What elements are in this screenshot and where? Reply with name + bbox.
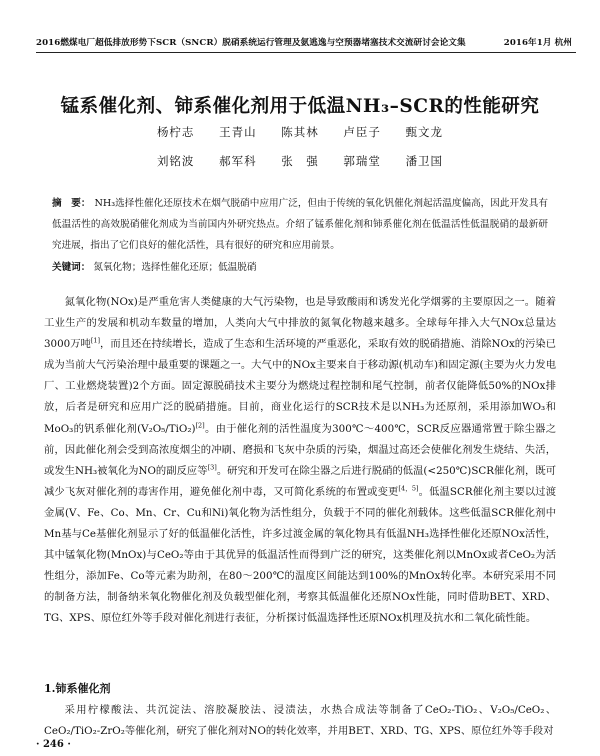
paragraph-text: 。由于催化剂的活性温度为300℃～400℃，SCR反应器通常置于除尘器之前，因此催化剂会受到高浓度烟尘的冲刷、磨损和飞灰中杂质的污染，烟温过高还会使催化剂发生烧结、失活，或发生NH₃被氧化为NO的副反应等 <box>44 422 556 477</box>
author-name: 王青山 <box>219 125 257 139</box>
header-proceedings-title: 2016燃煤电厂超低排放形势下SCR（SNCR）脱硝系统运行管理及氨逃逸与空预器堵塞技术交流研讨会论文集 <box>36 38 466 48</box>
author-name: 卢臣子 <box>343 125 381 139</box>
citation: [4，5] <box>398 484 419 493</box>
running-header <box>36 36 572 48</box>
author-list-line-2 <box>0 153 600 169</box>
author-list-line-1 <box>0 124 600 140</box>
keywords <box>52 259 548 273</box>
keywords-text: 氮氧化物；选择性催化还原；低温脱硝 <box>93 262 257 273</box>
page-number: · 246 · <box>36 739 71 750</box>
keywords-label: 关键词： <box>52 262 91 273</box>
abstract-text: NH₃选择性催化还原技术在烟气脱硝中应用广泛，但由于传统的氧化钒催化剂起活温度偏高，因此开发具有低温活性的高效脱硝催化剂成为当前国内外研究热点。介绍了锰系催化剂和铈系催化剂在低温活性低温脱硝的最新研究进展，指出了它们良好的催化活性，具有很好的研究和应用前景。 <box>52 198 548 251</box>
paper-title: 锰系催化剂、铈系催化剂用于低温NH₃–SCR的性能研究 <box>60 96 540 117</box>
paragraph-text: 。研究和开发可在除尘器之后进行脱硝的低温(<250℃)SCR催化剂，既可减少飞灰对催化剂的毒害作用，避免催化剂中毒，又可简化系统的布置或变更 <box>44 464 556 498</box>
abstract <box>52 193 548 256</box>
header-divider <box>36 52 576 53</box>
paragraph-text: 。低温SCR催化剂主要以过渡金属(V、Fe、Co、Mn、Cr、Cu和Ni)氧化物为活性组分，负载于不同的催化剂载体。这些低温SCR催化剂中Mn基与Ce基催化剂显示了好的低温催化活性，许多过渡金属的氧化物具有低温NH₃选择性催化还原NOx活性，其中锰氧化物(MnOx)与CeO₂等由于其优异的低温活性而得到广泛的研究，这类催化剂以MnOx或者CeO₂为活性组分，添加Fe、Co等元素为助剂，在80～200℃的温度区间能达到100%的MnOx转化率。本研究采用不同的制备方法，制备纳米氧化物催化剂及负载型催化剂，考察其低温催化还原NOx性能，同时借助BET、XRD、TG、XPS、原位红外等手段对催化剂进行表征，分析探讨低温选择性还原NOx机理及抗水和二氧化硫性能。 <box>44 485 557 625</box>
author-name: 刘铭波 <box>156 154 195 168</box>
author-name: 杨柠志 <box>156 125 195 139</box>
author-name: 甄文龙 <box>405 125 444 139</box>
paragraph <box>44 292 556 630</box>
abstract-label: 摘 要： <box>52 198 91 209</box>
section-heading: 1.铈系催化剂 <box>44 682 111 695</box>
paragraph: 采用柠檬酸法、共沉淀法、溶胶凝胶法、浸渍法，水热合成法等制备了CeO₂-TiO₂、V₂O₅/CeO₂、CeO₂/TiO₂-ZrO₂等催化剂，研究了催化剂对NO的转化效率，并用BET、XRD、TG、XPS、原位红外等手段对 <box>44 704 556 738</box>
author-name: 张 强 <box>281 154 319 168</box>
author-name: 陈其林 <box>281 125 319 139</box>
citation: [1] <box>90 336 101 345</box>
author-name: 郭瑞堂 <box>343 154 381 168</box>
paragraph-text: 氮氧化物(NOx)是严重危害人类健康的大气污染物，也是导致酸雨和诱发光化学烟雾的主要原因之一。随着工业生产的发展和机动车数量的增加，人类向大气中排放的氮氧化物越来越多。全球每年排入大气NOx总量达3000万吨 <box>44 296 556 351</box>
introduction-body <box>44 292 556 630</box>
citation: [2] <box>195 421 205 430</box>
paragraph-text: ，而且还在持续增长，造成了生态和生活环境的严重恶化，采取有效的脱硝措施、消除NOx的污染已成为当前大气污染治理中最重要的课题之一。大气中的NOx主要来自于移动源(机动车)和固定源(主要为火力发电厂、工业燃烧装置)2个方面。固定源脱硝技术主要分为燃烧过程控制和尾气控制，前者仅能降低50%的NOx排放，后者是研究和应用广泛的脱硝措施。目前，商业化运行的SCR技术是以NH₃为还原剂，采用添加WO₃和MoO₃的钒系催化剂(V₂O₅/TiO₂) <box>44 338 556 435</box>
section-body <box>44 700 556 742</box>
citation: [3] <box>207 463 217 472</box>
author-name: 潘卫国 <box>405 154 444 168</box>
author-name: 郝军科 <box>219 154 257 168</box>
header-date-location: 2016年1月 杭州 <box>503 38 572 48</box>
